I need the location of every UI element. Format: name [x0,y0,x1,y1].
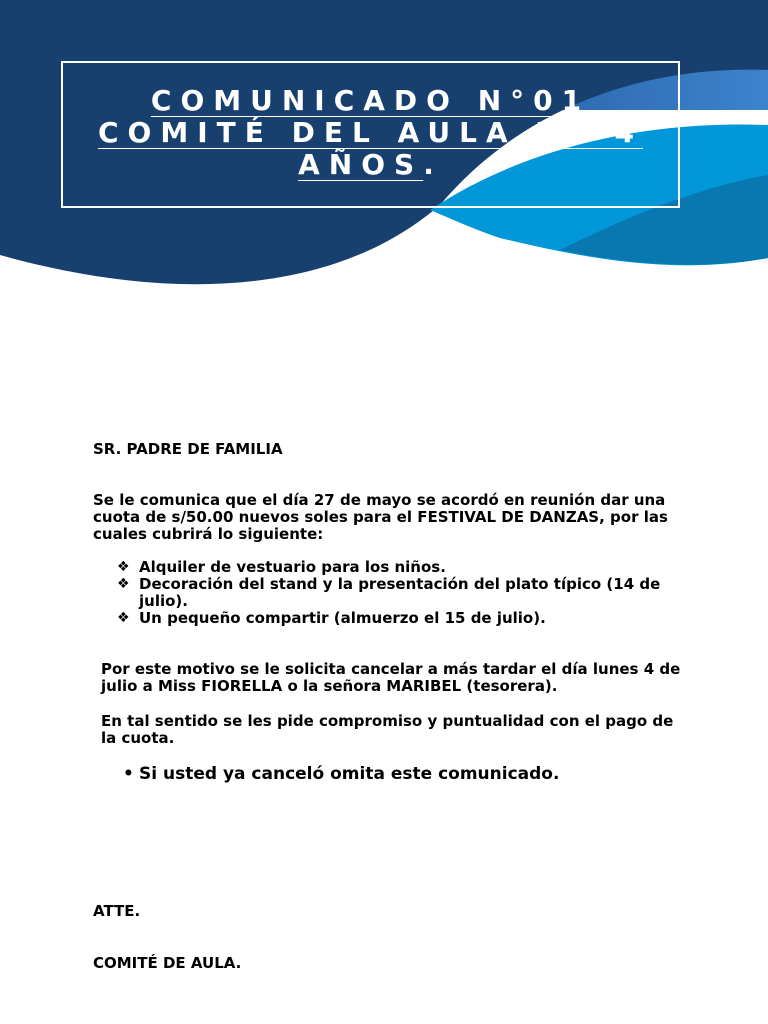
title-line-1: COMUNICADO N°01 [150,84,591,117]
list-item [117,576,677,610]
signature: COMITÉ DE AULA. [93,954,242,972]
diamond-bullet-icon: ❖ [117,559,130,575]
diamond-bullet-icon: ❖ [117,610,130,626]
title-line-2: COMITÉ DEL AULA DE 4 [98,116,643,149]
greeting: SR. PADRE DE FAMILIA [93,440,283,458]
closing-atte: ATTE. [93,902,141,920]
list-item [117,610,677,627]
list-item-text: Un pequeño compartir (almuerzo el 15 de julio). [139,609,546,627]
round-bullet-icon: • [123,764,134,784]
list-item-text: Decoración del stand y la presentación del plato típico (14 de julio). [139,575,661,610]
title-line-3: AÑOS [298,148,424,181]
title-box [61,61,680,208]
diamond-bullet-icon: ❖ [117,576,130,592]
title-period: . [423,148,443,181]
list-item-text: Alquiler de vestuario para los niños. [139,558,446,576]
items-list [117,559,677,627]
commitment-paragraph: En tal sentido se les pide compromiso y puntualidad con el pago de la cuota. [101,712,674,747]
intro-paragraph: Se le comunica que el día 27 de mayo se acordó en reunión dar una cuota de s/50.00 nuevos soles para el FESTIVAL DE DANZAS, por las cuales cubrirá lo siguiente: [93,491,668,543]
payment-paragraph: Por este motivo se le solicita cancelar a más tardar el día lunes 4 de julio a Miss FIORELLA o la señora MARIBEL (tesorera). [101,660,681,695]
list-item [117,559,677,576]
highlight-text: Si usted ya canceló omita este comunicado. [139,764,560,784]
highlight-note [123,764,559,784]
